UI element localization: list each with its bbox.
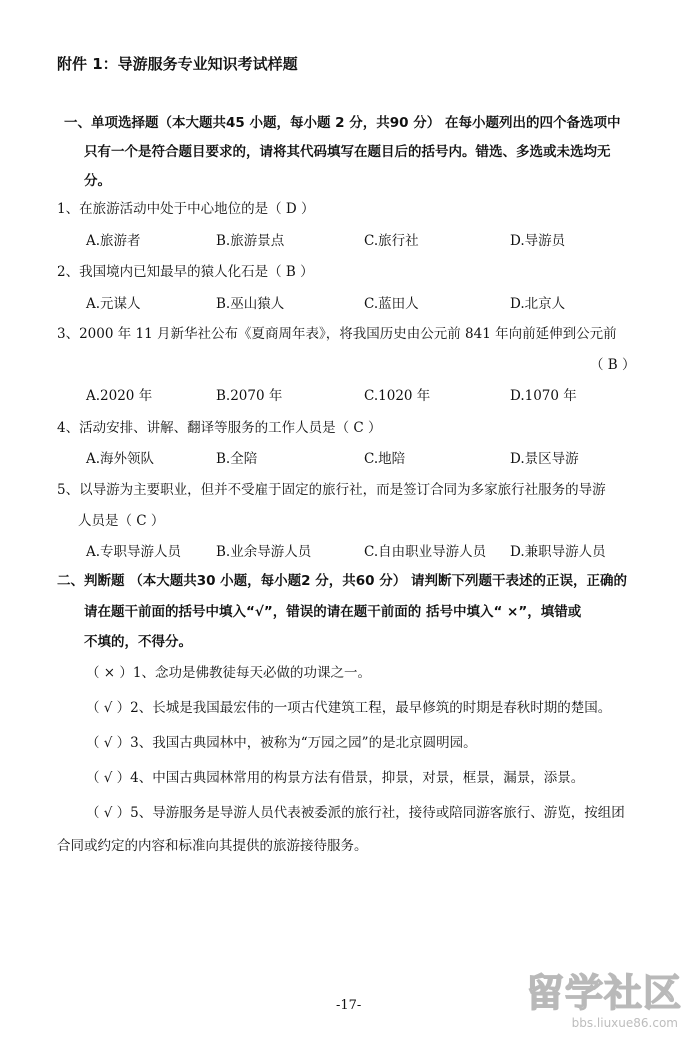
section1-heading-line2: 只有一个是符合题目要求的，请将其代码填写在题目后的括号内。错选、多选或未选均无	[84, 144, 611, 160]
question-3-option-d: D.1070 年	[510, 388, 577, 404]
question-5-option-a: A.专职导游人员	[86, 544, 182, 560]
question-3-answer: （ B ）	[590, 357, 636, 373]
page-number: -17-	[336, 998, 362, 1013]
watermark-url: bbs.liuxue86.com	[571, 1016, 678, 1030]
judgment-4: （ √ ）4、中国古典园林常用的构景方法有借景，抑景，对景，框景，漏景，添景。	[86, 770, 585, 786]
question-5-stem-continued: 人员是（ C ）	[78, 513, 165, 529]
question-4-option-b: B.全陪	[216, 451, 258, 467]
section2-heading-line1: 二、判断题 （本大题共30 小题，每小题2 分，共60 分） 请判断下列题干表述的正误，正确的	[57, 573, 627, 589]
question-1-option-c: C.旅行社	[364, 233, 419, 249]
section2-heading-line3: 不填的，不得分。	[84, 634, 192, 650]
question-4-option-a: A.海外领队	[86, 451, 155, 467]
question-5-option-b: B.业余导游人员	[216, 544, 312, 560]
question-3-option-c: C.1020 年	[364, 388, 431, 404]
question-5-stem: 5、以导游为主要职业，但并不受雇于固定的旅行社，而是签订合同为多家旅行社服务的导游	[57, 482, 606, 498]
section1-heading-line1: 一、单项选择题（本大题共45 小题，每小题 2 分，共90 分） 在每小题列出的四个备选项中	[64, 115, 621, 131]
question-2-option-a: A.元谋人	[86, 296, 141, 312]
question-3-option-a: A.2020 年	[86, 388, 153, 404]
section2-heading-line2: 请在题干前面的括号中填入“√”，错误的请在题干前面的 括号中填入“ ×”，填错或	[84, 604, 582, 620]
question-2-stem: 2、我国境内已知最早的猿人化石是（ B ）	[57, 264, 314, 280]
judgment-5: （ √ ）5、导游服务是导游人员代表被委派的旅行社，接待或陪同游客旅行、游览，按组团	[86, 805, 625, 821]
question-2-option-d: D.北京人	[510, 296, 566, 312]
question-1-option-d: D.导游员	[510, 233, 566, 249]
question-4-option-c: C.地陪	[364, 451, 406, 467]
judgment-5-continued: 合同或约定的内容和标准向其提供的旅游接待服务。	[57, 838, 368, 854]
judgment-1: （ × ）1、念功是佛教徒每天必做的功课之一。	[86, 665, 371, 681]
section1-heading-line3: 分。	[84, 173, 111, 189]
judgment-3: （ √ ）3、我国古典园林中，被称为“万园之园”的是北京圆明园。	[86, 735, 477, 751]
question-2-option-b: B.巫山猿人	[216, 296, 285, 312]
watermark-text: 留学社区	[525, 971, 682, 1015]
document-title: 附件 1：导游服务专业知识考试样题	[57, 55, 298, 73]
question-4-stem: 4、活动安排、讲解、翻译等服务的工作人员是（ C ）	[57, 420, 382, 436]
question-3-option-b: B.2070 年	[216, 388, 283, 404]
question-5-option-d: D.兼职导游人员	[510, 544, 606, 560]
question-1-option-b: B.旅游景点	[216, 233, 285, 249]
question-1-option-a: A.旅游者	[86, 233, 141, 249]
question-2-option-c: C.蓝田人	[364, 296, 419, 312]
judgment-2: （ √ ）2、长城是我国最宏伟的一项古代建筑工程，最早修筑的时期是春秋时期的楚国。	[86, 700, 612, 716]
question-1-stem: 1、在旅游活动中处于中心地位的是（ D ）	[57, 201, 315, 217]
question-4-option-d: D.景区导游	[510, 451, 579, 467]
question-3-stem: 3、2000 年 11 月新华社公布《夏商周年表》，将我国历史由公元前 841 年向前延伸到公元前	[57, 326, 617, 342]
question-5-option-c: C.自由职业导游人员	[364, 544, 487, 560]
watermark-logo	[512, 962, 682, 1032]
